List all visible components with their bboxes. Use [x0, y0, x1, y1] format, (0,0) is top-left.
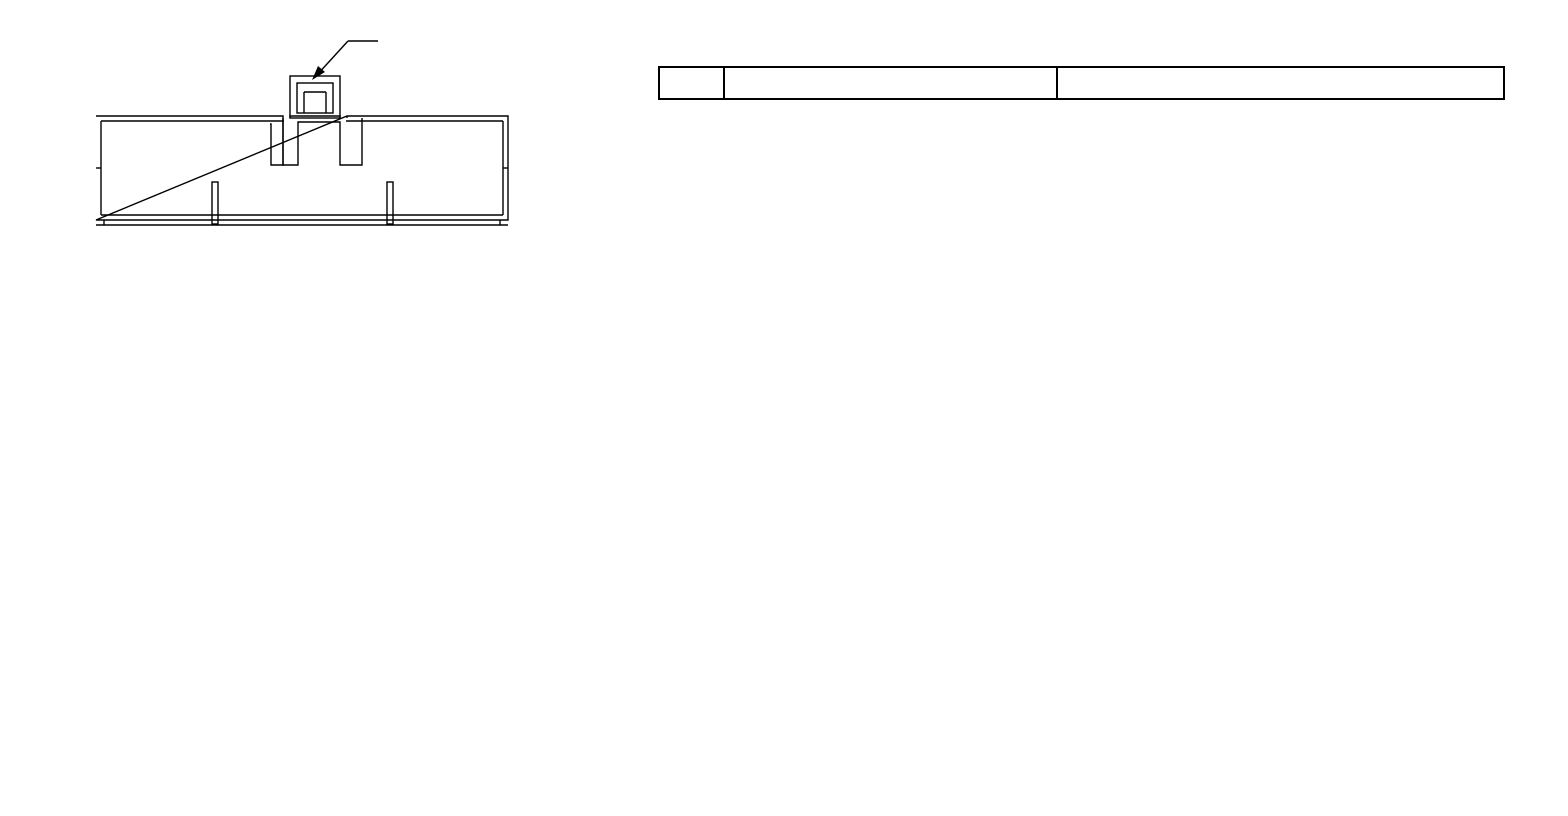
- header-function: [1057, 67, 1504, 99]
- pinout-table: [658, 66, 1505, 100]
- header-cav: [659, 67, 724, 99]
- connector-diagram: [0, 0, 640, 360]
- connector-latch: [290, 76, 340, 118]
- table-header-row: [659, 67, 1504, 99]
- header-circuit: [724, 67, 1057, 99]
- connector-body: [96, 116, 508, 225]
